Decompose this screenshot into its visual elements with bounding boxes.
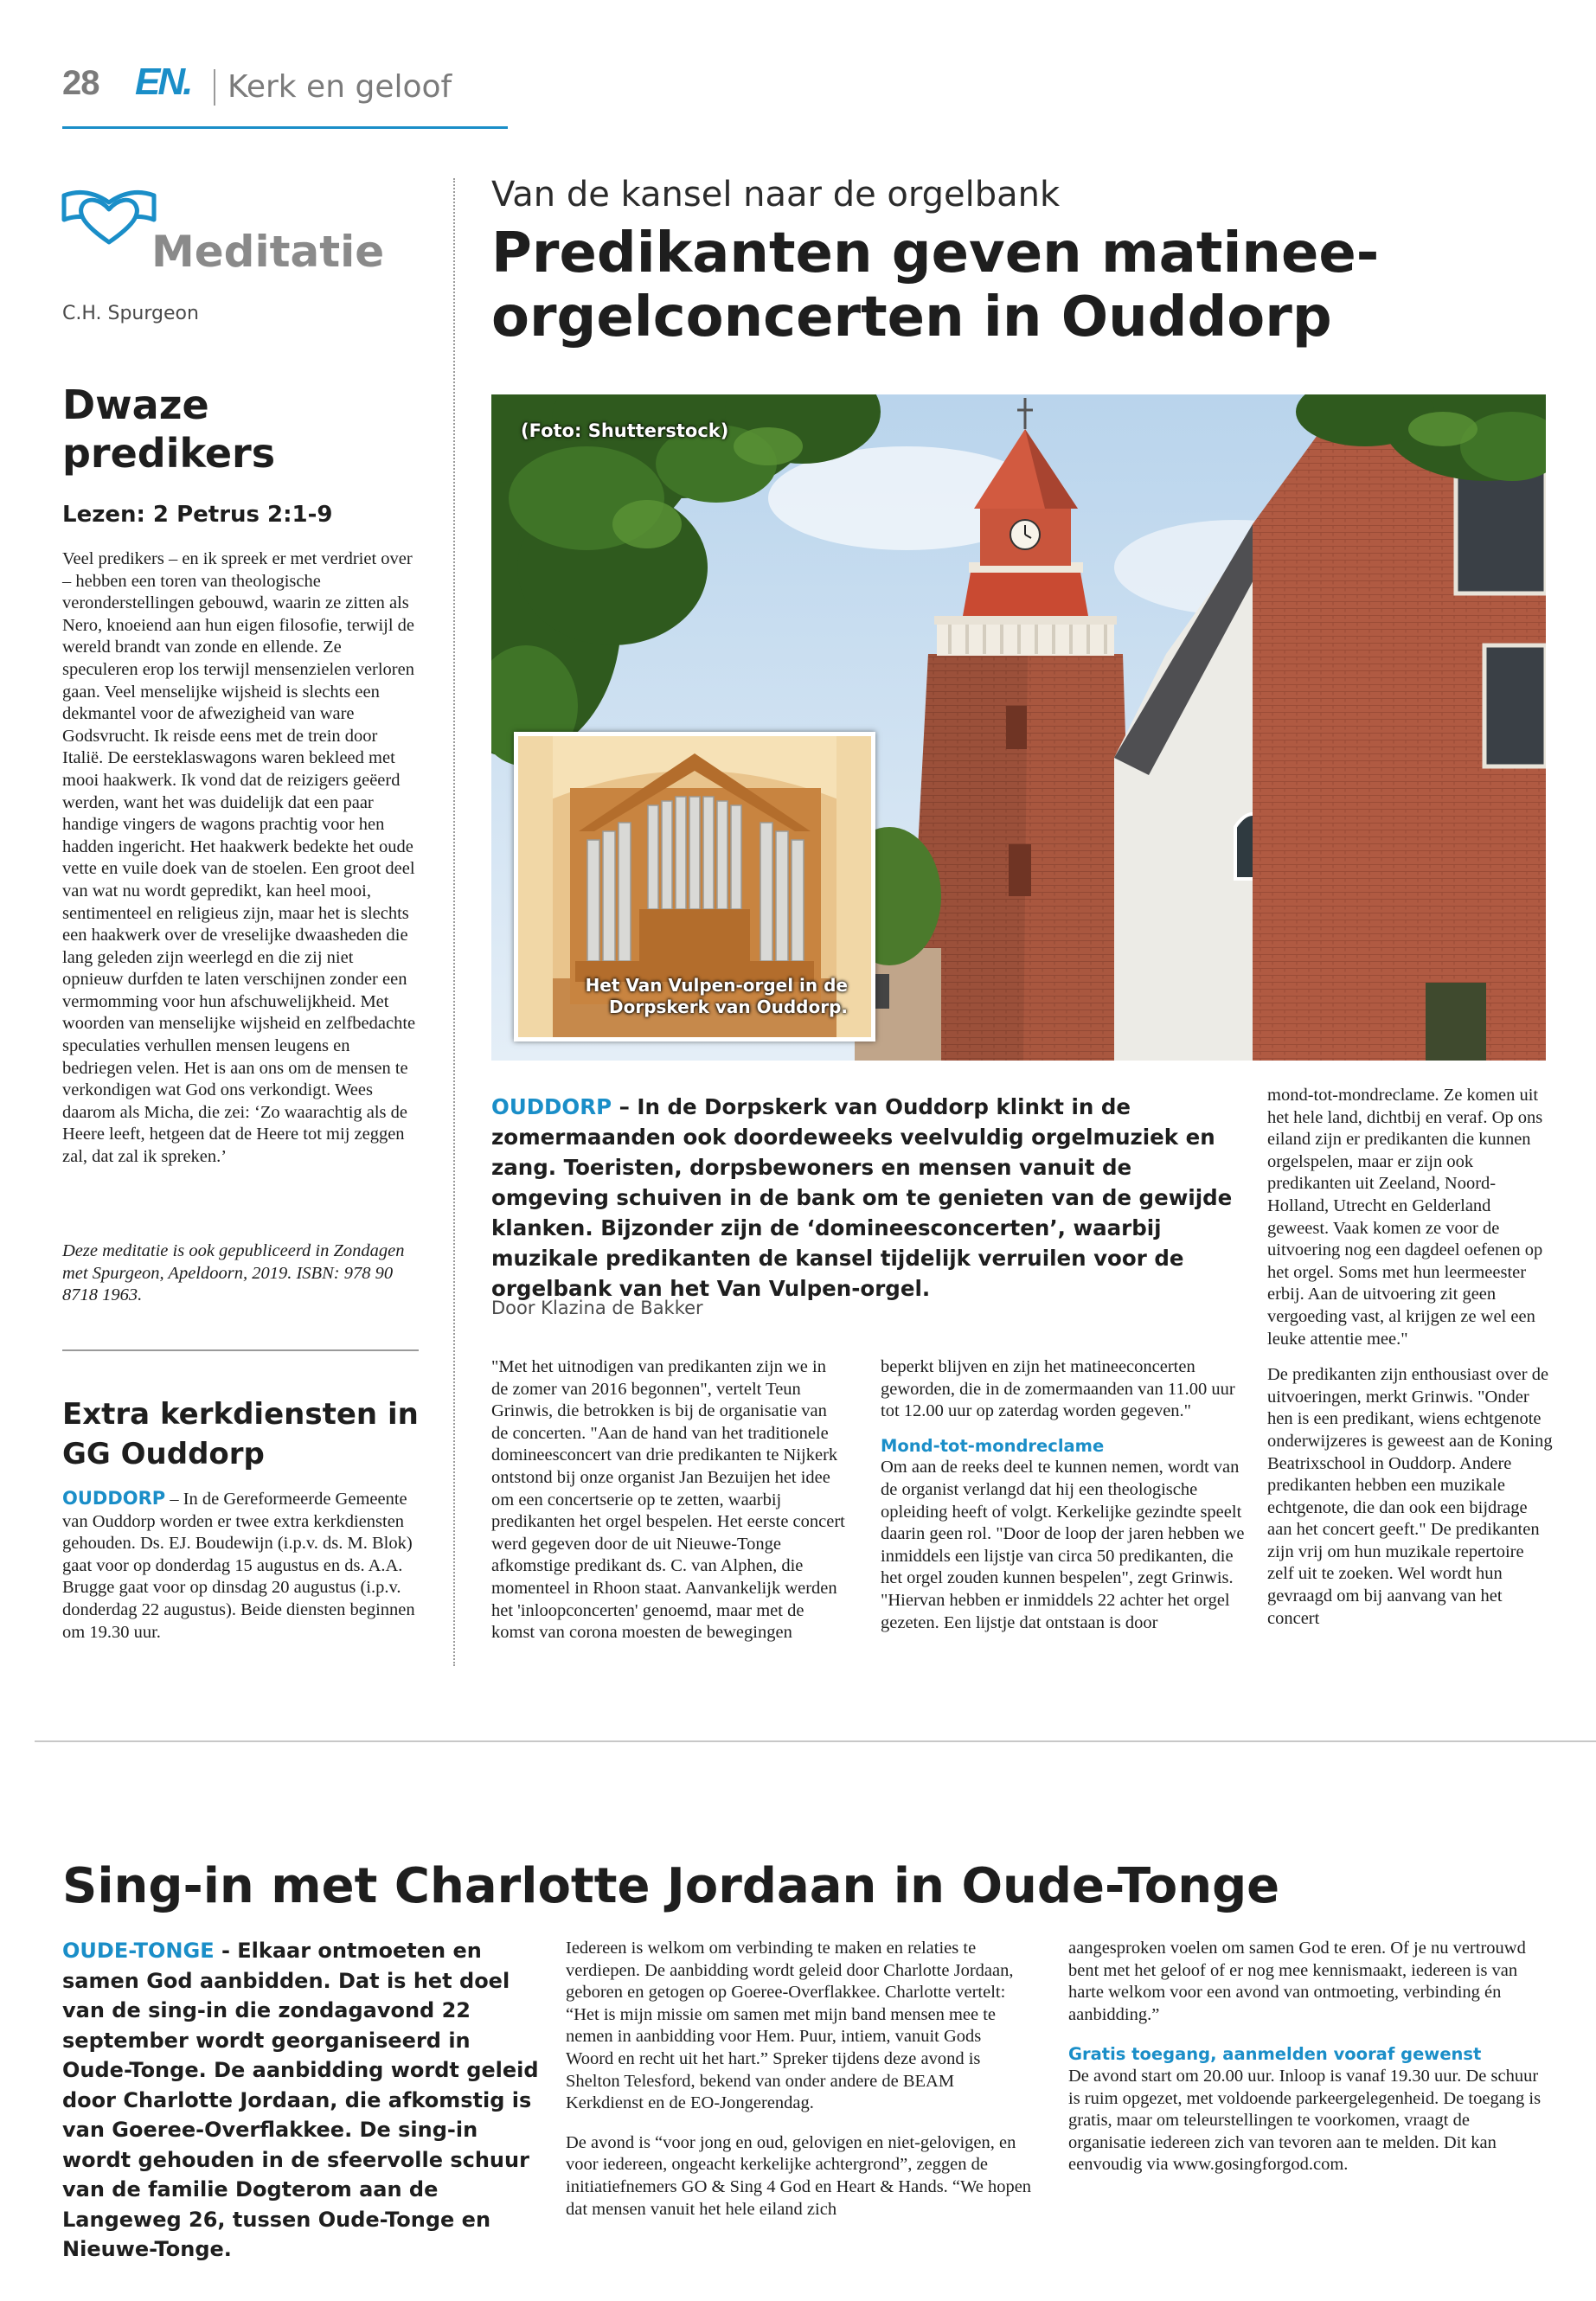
dateline: OUDDORP bbox=[491, 1094, 612, 1119]
page-number: 28 bbox=[62, 64, 99, 102]
extra-services-title: Extra kerkdiensten in GG Ouddorp bbox=[62, 1397, 419, 1471]
singin-headline: Sing-in met Charlotte Jordaan in Oude-Tonge bbox=[62, 1858, 1280, 1914]
paragraph: De avond is “voor jong en oud, gelovigen en niet-gelovigen, en voor iedereen, ongeacht kerkelijke achtergrond”, zeggen de initiatiefnemers GO & Sing 4 God en Heart & Hands. “We hopen dat mensen vanuit het hele eiland zich bbox=[566, 2132, 1032, 2219]
inset-caption: Het Van Vulpen-orgel in de Dorpskerk van Ouddorp. bbox=[585, 975, 848, 1017]
meditation-label: Meditatie bbox=[151, 227, 385, 277]
meditation-author: C.H. Spurgeon bbox=[62, 303, 199, 324]
meditation-title: Dwaze predikers bbox=[62, 381, 276, 477]
section-divider bbox=[35, 1740, 1596, 1742]
paragraph: De predikanten zijn enthousiast over de uitvoeringen, merkt Grinwis. "Onder hen is een predikant, wiens echtgenote onderwijzeres is geweest aan de Koning Beatrixschool in Ouddorp. Andere predikanten hebben een muzikale echtgenote, die dan ook een bijdrage aan het concert geeft." De predikanten zijn vrij om hun muzikale repertoire zelf uit te zoeken. Wel wordt hun gevraagd om bij aanvang van het concert bbox=[1267, 1365, 1553, 1628]
vertical-divider bbox=[453, 178, 455, 1666]
section-title: Kerk en geloof bbox=[228, 69, 452, 105]
extra-services-body bbox=[62, 1488, 419, 1644]
subheading: Gratis toegang, aanmelden vooraf gewenst bbox=[1068, 2044, 1482, 2065]
extra-services-text: – In de Gereformeerde Gemeente van Ouddorp worden er twee extra kerkdiensten gehouden. Ds. EJ. Boudewijn (i.p.v. ds. M. Blok) gaat voor op donderdag 15 augustus en ds. A.A. Brugge gaat voor op dinsdag 20 augustus (i.p.v. donderdag 22 augustus). Beide diensten beginnen om 19.30 uur. bbox=[62, 1490, 415, 1642]
paragraph: Iedereen is welkom om verbinding te maken en relaties te verdiepen. De aanbidding wordt geleid door Charlotte Jordaan, geboren en getogen op Goeree-Overflakkee. Charlotte vertelt: “Het is mijn missie om samen met mijn band mensen mee te nemen in aanbidding voor Hem. Puur, intiem, vanuit Gods Woord en recht uit het hart.” Spreker tijdens deze avond is Shelton Telesford, bekend van onder andere de BEAM Kerkdienst en de EO-Jongerendag. bbox=[566, 1939, 1014, 2113]
meditation-body: Veel predikers – en ik spreek er met verdriet over – hebben een toren van theologische veronderstellingen gebouwd, waarin ze zitten als Nero, knoeiend aan hun eigen filosofie, terwijl de wereld brandt van zonde en ellende. Ze speculeren erop los terwijl mensenzielen verloren gaan. Veel menselijke wijsheid is slechts een dekmantel voor de afwezigheid van ware Godsvrucht. Ik reisde eens met de trein door Italië. De eersteklaswagons waren bekleed met mooi haakwerk. Ik vond dat de reizigers geëerd werden, want het was duidelijk dat een paar handige vingers de wagons prachtig voor hen hadden ingericht. Het haakwerk bedekte het oude vette en vuile doek van de stoelen. Een groot deel van wat nu wordt gepredikt, kan heel mooi, sentimenteel en religieus zijn, maar het is slechts een haakwerk over de vreselijke dwaasheden die lang geleden zijn weerlegd en die zij niet opnieuw durfden te laten verschijnen zonder een vermomming voor hun afschuwelijkheid. Met woorden van menselijke wijsheid en zelfbedachte speculaties verhullen mensen leugens en bedriegen velen. Het is aan ons om de mensen te verkondigen wat God ons verkondigt. Wees daarom als Micha, die zei: ‘Zo waarachtig als de Heere leeft, hetgeen dat de Heere tot mij zeggen zal, dat zal ik spreken.’ bbox=[62, 549, 416, 1167]
dateline: OUDDORP bbox=[62, 1488, 166, 1509]
lead-text: - Elkaar ontmoeten en samen God aanbidden. Dat is het doel van de sing-in die zondagavond 22 september wordt georganiseerd in Oude-Tonge. De aanbidding wordt geleid door Charlotte Jordaan, die afkomstig is van Goeree-Overflakkee. De sing-in wordt gehouden in de sfeervolle schuur van de familie Dogterom aan de Langeweg 26, tussen Oude-Tonge en Nieuwe-Tonge. bbox=[62, 1939, 539, 2261]
column-divider bbox=[62, 1349, 419, 1351]
article-headline: Predikanten geven matinee-orgelconcerten in Ouddorp bbox=[491, 221, 1380, 349]
paragraph: beperkt blijven en zijn het matineeconcerten geworden, die in de zomermaanden van 11.00 uur tot 12.00 uur op zaterdag worden gegeven." bbox=[881, 1357, 1235, 1421]
article-column-2 bbox=[881, 1356, 1253, 1634]
singin-column-2 bbox=[566, 1938, 1033, 2221]
dateline: OUDE-TONGE bbox=[62, 1939, 215, 1963]
meditation-note: Deze meditatie is ook gepubliceerd in Zondagen met Spurgeon, Apeldoorn, 2019. ISBN: 978 90 8718 1963. bbox=[62, 1241, 405, 1305]
subheading: Mond-tot-mondreclame bbox=[881, 1435, 1105, 1456]
header-rule bbox=[62, 126, 508, 129]
header-divider bbox=[214, 69, 215, 106]
logo: EN. bbox=[135, 61, 191, 103]
paragraph: De avond start om 20.00 uur. Inloop is vanaf 19.30 uur. De schuur is ruim opgezet, met voldoende parkeergelegenheid. De toegang is gratis, maar om teleurstellingen te voorkomen, vraagt de organisatie iedereen zich van tevoren aan te melden. Dit kan eenvoudig via www.gosingforgod.com. bbox=[1068, 2066, 1542, 2175]
paragraph: Om aan de reeks deel te kunnen nemen, wordt van de organist verlangd dat hij een theologische opleiding heeft of volgt. Kerkelijke gezindte speelt daarin geen rol. "Door de loop der jaren hebben we inmiddels een lijstje van circa 50 predikanten, die het orgel zouden kunnen bespelen", zegt Grinwis. "Hiervan hebben er inmiddels 22 achter het orgel gezeten. Een lijstje dat ontstaan is door bbox=[881, 1458, 1245, 1632]
open-book-heart-icon bbox=[61, 180, 157, 252]
photo-credit: (Foto: Shutterstock) bbox=[521, 420, 729, 441]
meditation-reading: Lezen: 2 Petrus 2:1-9 bbox=[62, 502, 333, 528]
paragraph: aangesproken voelen om samen God te eren. Of je nu vertrouwd bent met het geloof of er nog mee kennismaakt, iedereen is van harte welkom voor een avond van ontmoeting, verbinding én aanbidding.” bbox=[1068, 1939, 1526, 2024]
byline: Door Klazina de Bakker bbox=[491, 1298, 703, 1318]
article-kicker: Van de kansel naar de orgelbank bbox=[491, 175, 1061, 215]
article-lead bbox=[491, 1092, 1235, 1304]
article-column-1: "Met het uitnodigen van predikanten zijn we in de zomer van 2016 begonnen", vertelt Teun Grinwis, die betrokken is bij de organisatie van de concerten. "Aan de hand van het traditionele domineesconcert van drie predikanten te Nijkerk ontstond bij onze organist Jan Bezuijen het idee om een concertserie op te zetten, waarbij predikanten het orgel bespelen. Het eerste concert werd gegeven door de uit Nieuwe-Tonge afkomstige predikant ds. C. van Alphen, die momenteel in Rhoon staat. Aanvankelijk werden het 'inloopconcerten' genoemd, maar met de komst van corona moesten de bewegingen bbox=[491, 1357, 845, 1643]
singin-column-3 bbox=[1068, 1938, 1548, 2176]
singin-lead bbox=[62, 1936, 547, 2265]
article-column-3 bbox=[1267, 1085, 1553, 1630]
paragraph: mond-tot-mondreclame. Ze komen uit het hele land, dichtbij en veraf. Op ons eiland zijn er predikanten die kunnen orgelspelen, maar er zijn ook predikanten uit Zeeland, Noord-Holland, Utrecht en Gelderland geweest. Vaak komen ze voor de uitvoering nog een dagdeel oefenen op het orgel. Soms met hun leermeester erbij. Aan de uitvoering zit geen vergoeding vast, al krijgen ze wel een leuke attentie mee." bbox=[1267, 1086, 1543, 1349]
lead-text: – In de Dorpskerk van Ouddorp klinkt in de zomermaanden ook doordeweeks veelvuldig orgelmuziek en zang. Toeristen, dorpsbewoners en mensen vanuit de omgeving schuiven in de bank om te genieten van de gewijde klanken. Bijzonder zijn de ‘domineesconcerten’, waarbij muzikale predikanten de kansel tijdelijk verruilen voor de orgelbank van het Van Vulpen-orgel. bbox=[491, 1094, 1233, 1301]
